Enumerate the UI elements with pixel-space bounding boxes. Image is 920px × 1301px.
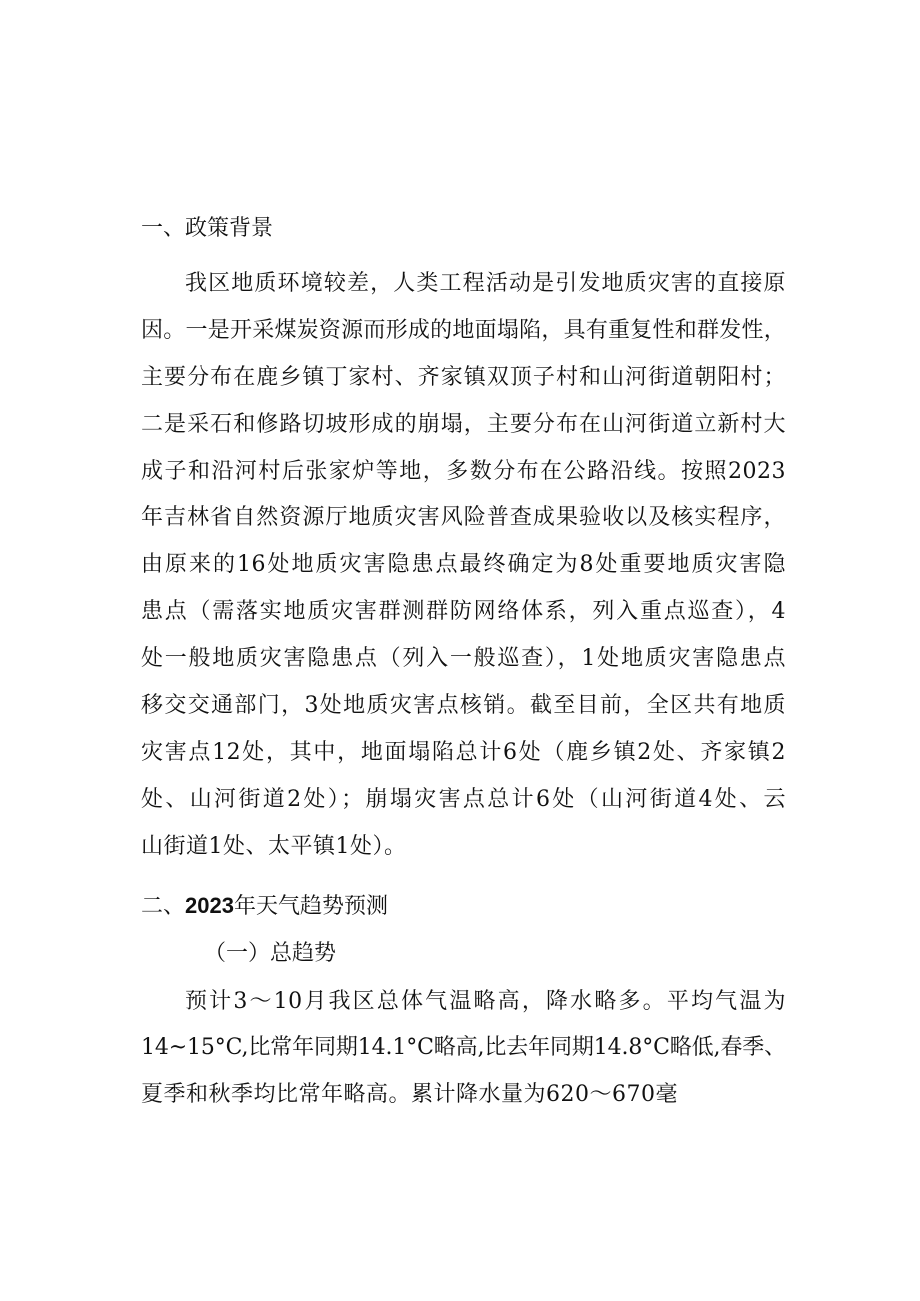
paragraph-line: 成子和沿河村后张家炉等地，多数分布在公路沿线。按照2023 [141, 458, 786, 484]
section-heading-weather-forecast [141, 883, 786, 929]
paragraph-line: 由原来的16处地质灾害隐患点最终确定为8处重要地质灾害隐 [141, 552, 786, 578]
paragraph-line: 夏季和秋季均比常年略高。累计降水量为620～670毫 [141, 1082, 678, 1108]
paragraph-line: 主要分布在鹿乡镇丁家村、齐家镇双顶子村和山河街道朝阳村； [141, 364, 786, 390]
paragraph-line: 年吉林省自然资源厅地质灾害风险普查成果验收以及核实程序， [141, 505, 786, 531]
paragraph-line: 因。一是开采煤炭资源而形成的地面塌陷，具有重复性和群发性， [141, 317, 786, 343]
paragraph-line: 灾害点12处，其中，地面塌陷总计6处（鹿乡镇2处、齐家镇2 [141, 739, 786, 765]
document-body [141, 206, 786, 1119]
subheading-overall-trend: （一）总趋势 [204, 940, 337, 966]
paragraph-line: 预计3～10月我区总体气温略高，降水略多。平均气温为 [185, 988, 786, 1014]
heading-prefix: 二、 [141, 893, 186, 919]
paragraph-line: 14~15°C,比常年同期14.1°C略高,比去年同期14.8°C略低,春季、 [141, 1035, 786, 1061]
paragraph-line: 二是采石和修路切坡形成的崩塌，主要分布在山河街道立新村大 [141, 411, 786, 437]
policy-background-paragraph [141, 261, 786, 871]
heading-year: 2023 [185, 892, 234, 918]
paragraph-line: 处一般地质灾害隐患点（列入一般巡查），1处地质灾害隐患点 [141, 646, 786, 672]
paragraph-line: 患点（需落实地质灾害群测群防网络体系，列入重点巡查），4 [141, 599, 786, 625]
heading-suffix: 年天气趋势预测 [233, 893, 388, 919]
section-heading-policy-background: 一、政策背景 [141, 216, 274, 241]
paragraph-line: 移交交通部门，3处地质灾害点核销。截至目前，全区共有地质 [141, 693, 786, 719]
paragraph-line: 处、山河街道2处）；崩塌灾害点总计6处（山河街道4处、云 [141, 786, 786, 812]
overall-trend-paragraph [141, 979, 786, 1120]
paragraph-line: 我区地质环境较差，人类工程活动是引发地质灾害的直接原 [185, 271, 786, 296]
paragraph-line: 山街道1处、太平镇1处）。 [141, 833, 407, 859]
